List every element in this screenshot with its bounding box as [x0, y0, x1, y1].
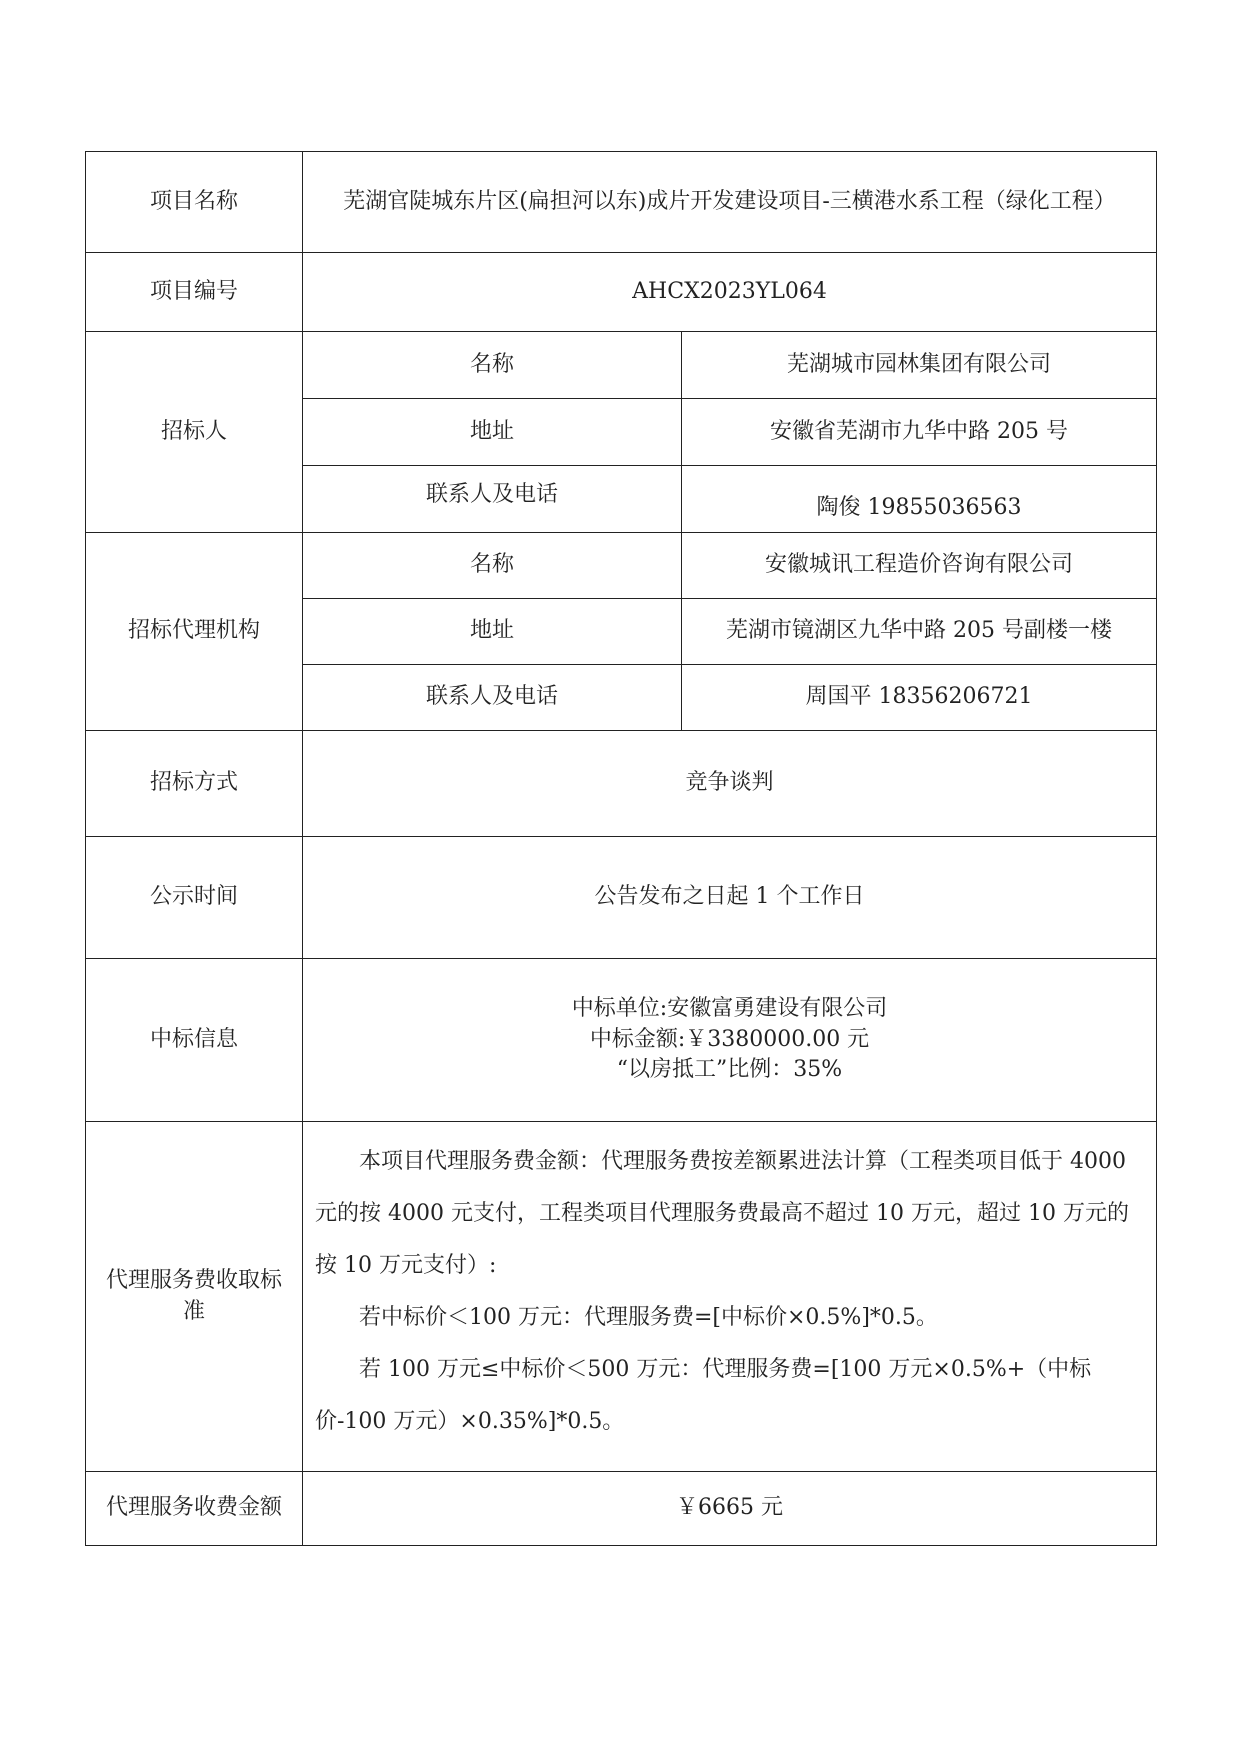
agency-name: 安徽城讯工程造价咨询有限公司 — [682, 533, 1157, 599]
tenderer-address-label: 地址 — [303, 399, 682, 466]
fee-standard-text — [303, 1122, 1157, 1472]
project-number-value: AHCX2023YL064 — [303, 253, 1157, 332]
fee-paragraph: 若 100 万元≤中标价＜500 万元：代理服务费=[100 万元×0.5%+（中标价-100 万元）×0.35%]*0.5。 — [315, 1356, 1092, 1434]
fee-paragraph: 本项目代理服务费金额：代理服务费按差额累进法计算（工程类项目低于 4000 元的按 4000 元支付，工程类项目代理服务费最高不超过 10 万元，超过 10 万元的按 10 万元支付）: — [315, 1148, 1129, 1278]
award-label: 中标信息 — [86, 959, 303, 1122]
agency-contact: 周国平 18356206721 — [682, 665, 1157, 731]
agency-label: 招标代理机构 — [86, 533, 303, 731]
tenderer-address: 安徽省芜湖市九华中路 205 号 — [682, 399, 1157, 466]
agency-name-label: 名称 — [303, 533, 682, 599]
project-name-label: 项目名称 — [86, 152, 303, 253]
award-amount: 中标金额:￥3380000.00 元 — [589, 1026, 870, 1052]
tenderer-name-label: 名称 — [303, 332, 682, 399]
publicity-label: 公示时间 — [86, 837, 303, 959]
project-number-label: 项目编号 — [86, 253, 303, 332]
award-info — [303, 959, 1157, 1122]
tenderer-name: 芜湖城市园林集团有限公司 — [682, 332, 1157, 399]
award-ratio: “以房抵工”比例：35% — [616, 1057, 843, 1083]
fee-standard-label: 代理服务费收取标准 — [86, 1122, 303, 1472]
method-value: 竞争谈判 — [303, 731, 1157, 837]
agency-contact-label: 联系人及电话 — [303, 665, 682, 731]
project-name-value: 芜湖官陡城东片区(扁担河以东)成片开发建设项目-三横港水系工程（绿化工程） — [303, 152, 1157, 253]
row-project-number — [86, 253, 1157, 332]
tenderer-label: 招标人 — [86, 332, 303, 533]
fee-paragraph: 若中标价＜100 万元：代理服务费=[中标价×0.5%]*0.5。 — [359, 1304, 938, 1330]
fee-amount-value: ￥6665 元 — [303, 1472, 1157, 1546]
row-project-name — [86, 152, 1157, 253]
notice-table — [85, 151, 1157, 1546]
award-winner: 中标单位:安徽富勇建设有限公司 — [571, 995, 888, 1021]
tenderer-contact: 陶俊 19855036563 — [682, 466, 1157, 533]
tenderer-contact-label: 联系人及电话 — [303, 466, 682, 533]
agency-address-label: 地址 — [303, 599, 682, 665]
publicity-value: 公告发布之日起 1 个工作日 — [303, 837, 1157, 959]
agency-address: 芜湖市镜湖区九华中路 205 号副楼一楼 — [682, 599, 1157, 665]
fee-amount-label: 代理服务收费金额 — [86, 1472, 303, 1546]
method-label: 招标方式 — [86, 731, 303, 837]
